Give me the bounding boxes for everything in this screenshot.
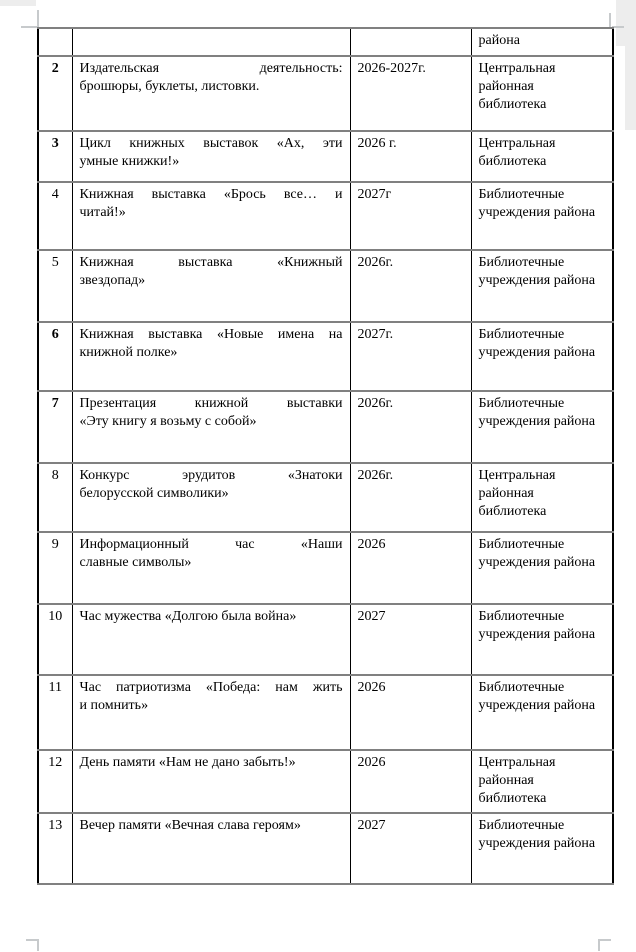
event-title-cell — [72, 250, 350, 322]
table-row — [38, 813, 613, 884]
event-title-line: Книжная выставка «Книжный — [79, 255, 343, 270]
row-number-cell — [38, 750, 72, 813]
event-organizer-cell: района — [471, 28, 613, 56]
event-title-cell — [72, 604, 350, 675]
row-number: 3 — [51, 136, 59, 151]
crop-mark-top-left — [37, 10, 39, 27]
event-title-cell — [72, 322, 350, 391]
event-year-cell: 2026г. — [350, 463, 471, 532]
row-number-cell — [38, 250, 72, 322]
event-title-line: День памяти «Нам не дано забыть!» — [79, 755, 296, 770]
event-organizer-cell: Центральная районная библиотека — [471, 463, 613, 532]
event-title-line: славные символы» — [79, 555, 192, 570]
event-title-cell — [72, 463, 350, 532]
table-row — [38, 56, 613, 131]
table-row — [38, 182, 613, 250]
row-number-cell — [38, 56, 72, 131]
row-number: 11 — [48, 680, 62, 695]
page-edge-shadow-right — [625, 46, 636, 130]
row-number-cell — [38, 322, 72, 391]
event-title-line: Цикл книжных выставок «Ах, эти — [79, 136, 343, 151]
event-title-line: Книжная выставка «Новые имена на — [79, 327, 343, 342]
event-title-cell — [72, 750, 350, 813]
event-title-line: белорусской символики» — [79, 486, 229, 501]
event-title-line: Информационный час «Наши — [79, 537, 343, 552]
crop-mark-bottom-left — [37, 939, 39, 951]
event-year-cell — [350, 28, 471, 56]
event-year-cell: 2027 — [350, 813, 471, 884]
table-row — [38, 322, 613, 391]
row-number: 9 — [51, 537, 59, 552]
event-title-cell — [72, 532, 350, 604]
event-year-cell: 2026 — [350, 750, 471, 813]
event-title-cell — [72, 131, 350, 182]
crop-mark-top-left — [21, 26, 38, 28]
event-title-line: умные книжки!» — [79, 154, 180, 169]
event-year-cell: 2026-2027г. — [350, 56, 471, 131]
page-edge-shadow-top-right — [616, 0, 636, 46]
event-organizer-cell: Библиотечные учреждения района — [471, 604, 613, 675]
row-number-cell — [38, 532, 72, 604]
row-number-cell — [38, 182, 72, 250]
event-title-line: «Эту книгу я возьму с собой» — [79, 414, 257, 429]
row-number: 6 — [51, 327, 59, 342]
event-title-line: Издательская деятельность: — [79, 61, 343, 76]
row-number: 10 — [48, 609, 63, 624]
event-year-cell: 2026 — [350, 675, 471, 750]
table-row — [38, 391, 613, 463]
event-title-cell — [72, 391, 350, 463]
event-title-line: и помнить» — [79, 698, 149, 713]
event-title-line: Час мужества «Долгою была война» — [79, 609, 297, 624]
table-row — [38, 604, 613, 675]
crop-mark-top-right — [609, 13, 611, 27]
row-number-cell — [38, 391, 72, 463]
event-organizer-cell: Библиотечные учреждения района — [471, 391, 613, 463]
event-title-cell — [72, 28, 350, 56]
event-title-cell — [72, 182, 350, 250]
row-number-cell — [38, 28, 72, 56]
event-title-cell — [72, 56, 350, 131]
row-number: 5 — [51, 255, 59, 270]
event-title-line: звездопад» — [79, 273, 146, 288]
row-number: 13 — [48, 818, 63, 833]
event-title-line: Час патриотизма «Победа: нам жить — [79, 680, 343, 695]
event-title-cell — [72, 813, 350, 884]
event-title-cell — [72, 675, 350, 750]
event-organizer-cell: Центральная районная библиотека — [471, 56, 613, 131]
event-year-cell: 2026 г. — [350, 131, 471, 182]
event-organizer-cell: Библиотечные учреждения района — [471, 182, 613, 250]
event-organizer-cell: Библиотечные учреждения района — [471, 675, 613, 750]
row-number-cell — [38, 813, 72, 884]
event-title-line: Презентация книжной выставки — [79, 396, 343, 411]
event-title-line: книжной полке» — [79, 345, 178, 360]
event-organizer-cell: Библиотечные учреждения района — [471, 250, 613, 322]
event-year-cell: 2026г. — [350, 391, 471, 463]
event-organizer-cell: Библиотечные учреждения района — [471, 532, 613, 604]
event-organizer-cell: Центральная библиотека — [471, 131, 613, 182]
row-number: 12 — [48, 755, 63, 770]
event-year-cell: 2026г. — [350, 250, 471, 322]
event-organizer-cell: Библиотечные учреждения района — [471, 322, 613, 391]
table-row — [38, 675, 613, 750]
event-year-cell: 2027г — [350, 182, 471, 250]
event-organizer-cell: Библиотечные учреждения района — [471, 813, 613, 884]
row-number-cell — [38, 675, 72, 750]
event-title-line: брошюры, буклеты, листовки. — [79, 79, 260, 94]
row-number: 4 — [51, 187, 59, 202]
row-number: 2 — [51, 61, 59, 76]
table-row — [38, 750, 613, 813]
event-year-cell: 2026 — [350, 532, 471, 604]
table-row — [38, 250, 613, 322]
table-row — [38, 131, 613, 182]
event-year-cell: 2027г. — [350, 322, 471, 391]
crop-mark-bottom-right — [598, 939, 600, 951]
event-title-line: Вечер памяти «Вечная слава героям» — [79, 818, 301, 833]
row-number-cell — [38, 604, 72, 675]
events-plan-table — [37, 27, 614, 885]
event-year-cell: 2027 — [350, 604, 471, 675]
table-row — [38, 532, 613, 604]
event-title-line: Конкурс эрудитов «Знатоки — [79, 468, 343, 483]
row-number-cell — [38, 463, 72, 532]
table-row — [38, 463, 613, 532]
table-row — [38, 28, 613, 56]
row-number-cell — [38, 131, 72, 182]
row-number: 7 — [51, 396, 59, 411]
page-edge-shadow-top-left — [0, 0, 36, 6]
event-title-line: читай!» — [79, 205, 126, 220]
row-number: 8 — [51, 468, 59, 483]
event-organizer-cell: Центральная районная библиотека — [471, 750, 613, 813]
event-title-line: Книжная выставка «Брось все… и — [79, 187, 343, 202]
